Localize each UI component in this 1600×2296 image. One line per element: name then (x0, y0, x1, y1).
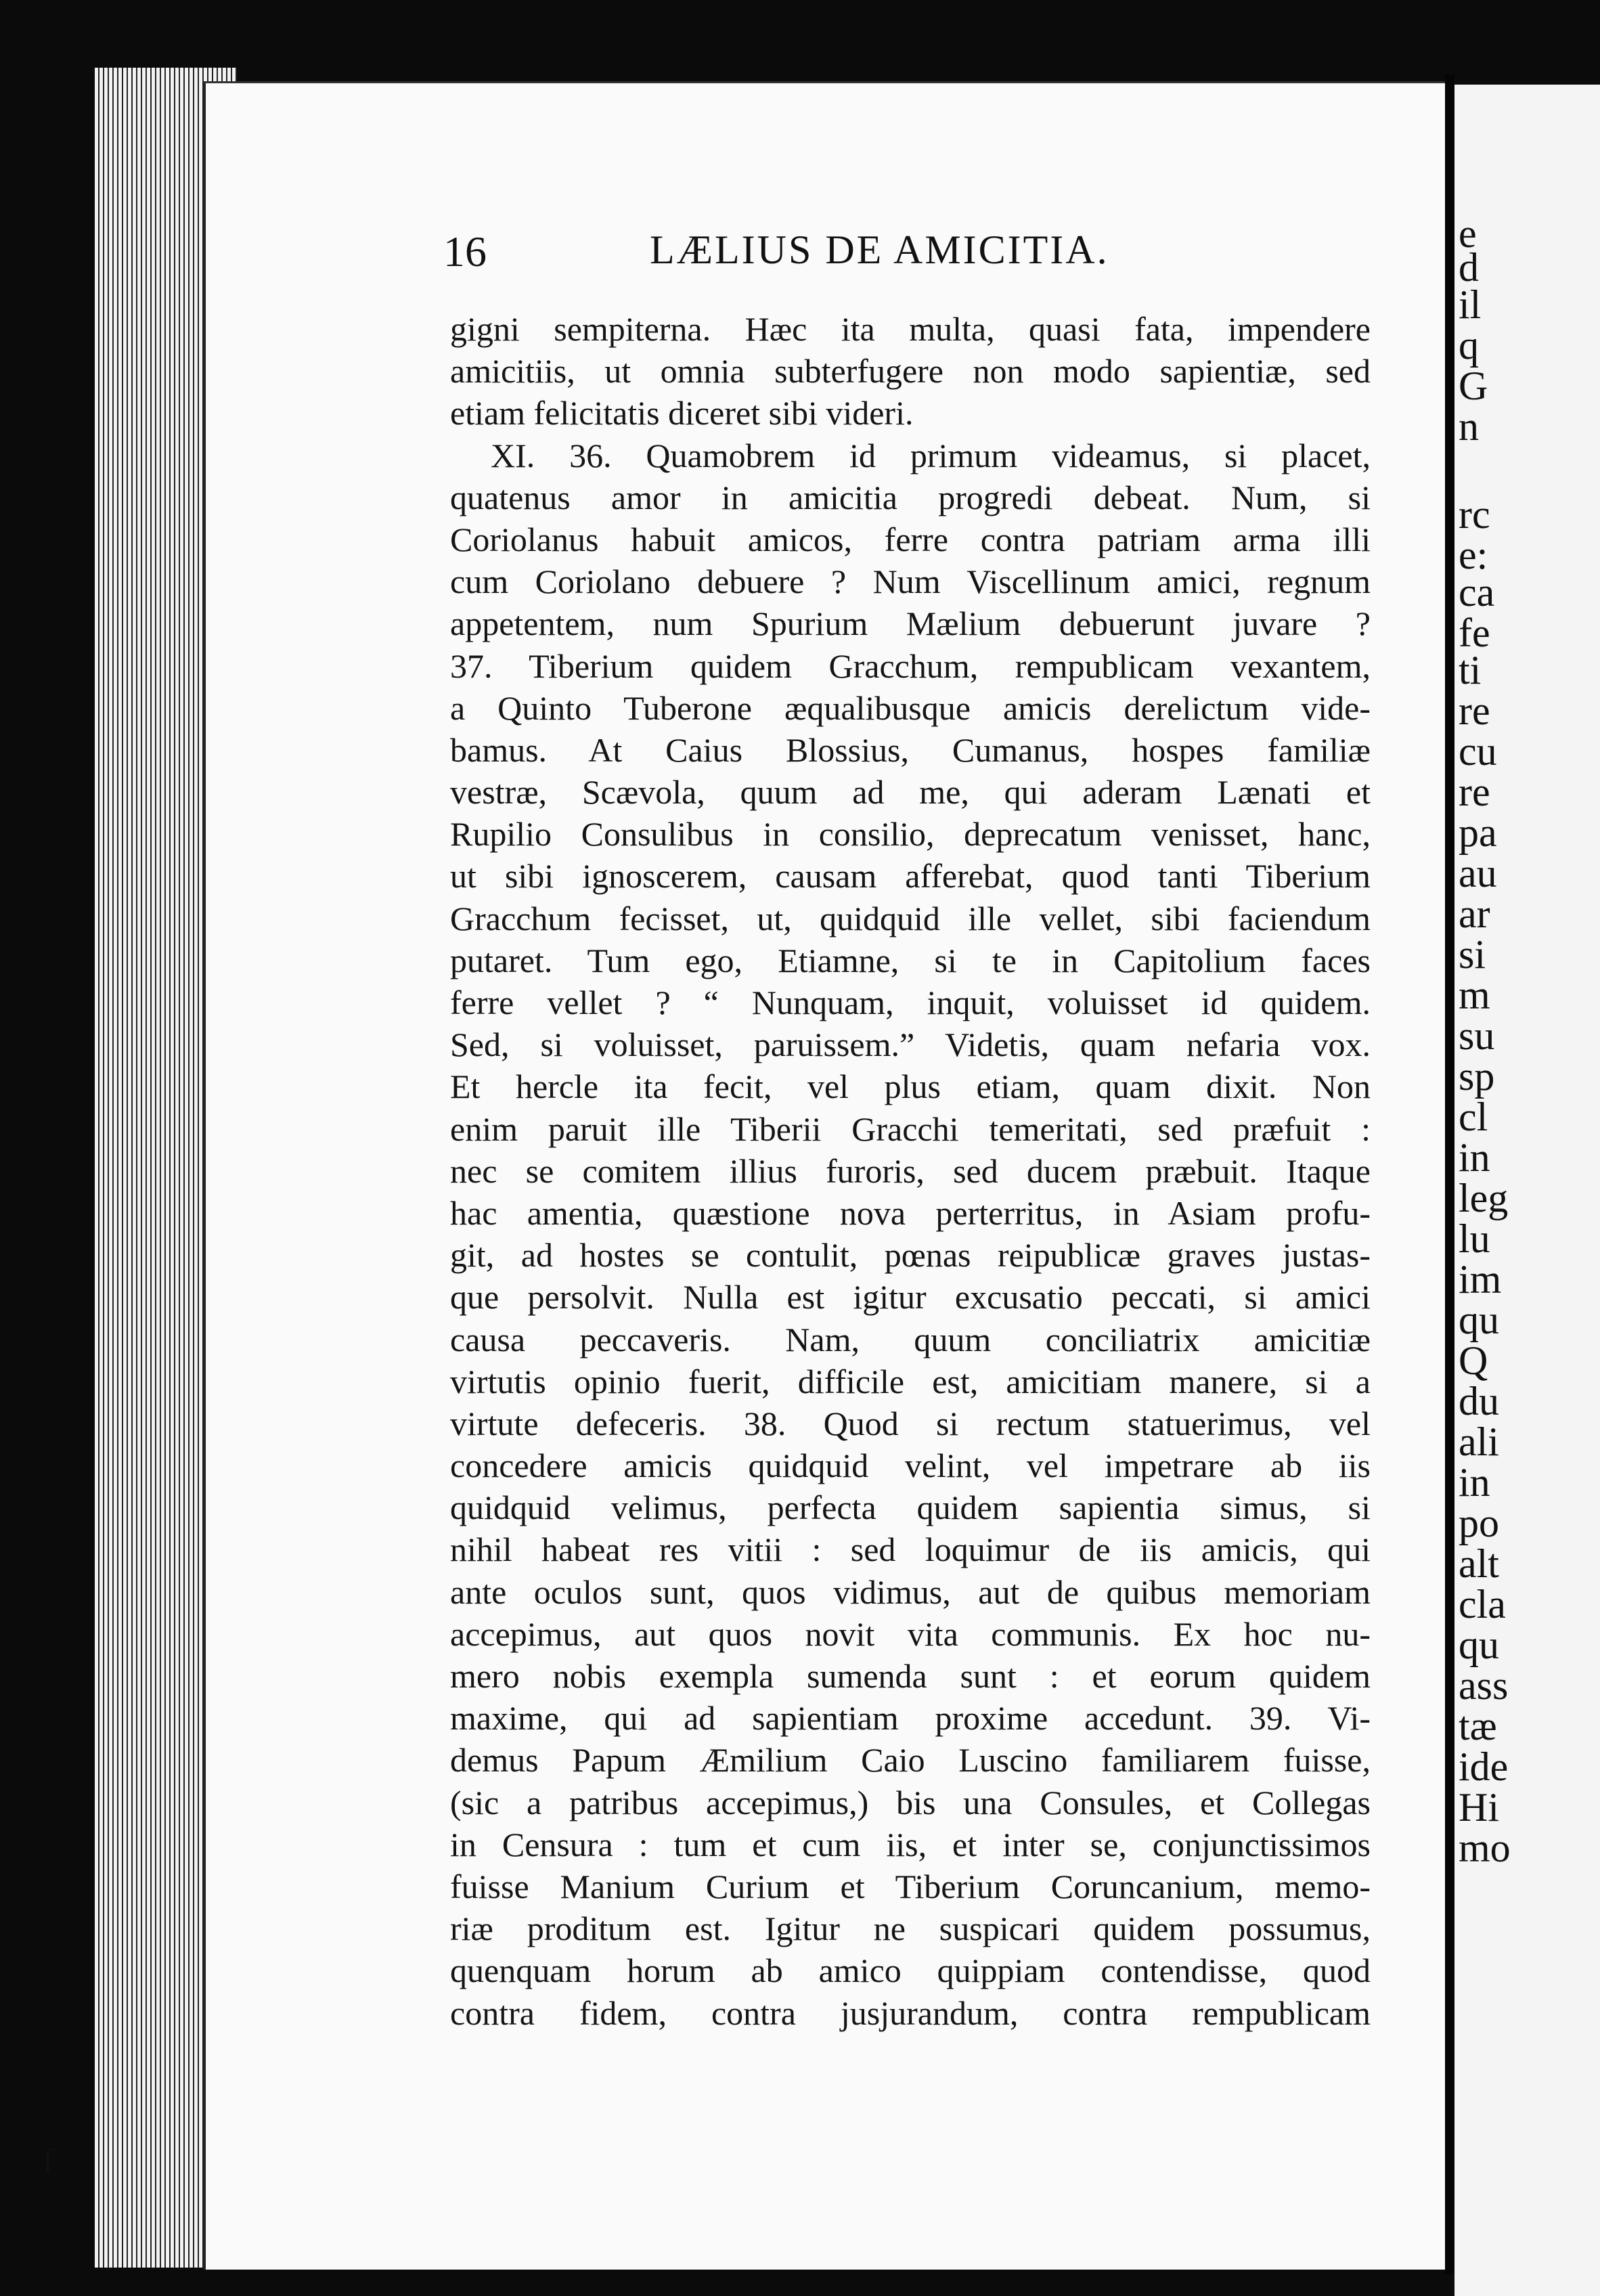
running-title: LÆLIUS DE AMICITIA. (650, 227, 1109, 272)
text-line: quidquid velimus, perfecta quidem sapientia simus, si (450, 1488, 1371, 1527)
text-line: hac amentia, quæstione nova perterritus, in Asiam profu- (450, 1193, 1371, 1232)
text-line: vestræ, Scævola, quum ad me, qui aderam Lænati et (450, 773, 1371, 812)
next-page-fragment: d (1459, 245, 1479, 290)
next-page-fragment: cla (1459, 1582, 1506, 1627)
next-page-fragment: leg (1459, 1176, 1509, 1220)
next-page-fragment: ali (1459, 1419, 1499, 1464)
next-page-fragment: q (1459, 323, 1479, 368)
text-line: Coriolanus habuit amicos, ferre contra patriam arma illi (450, 520, 1371, 558)
next-page-fragment: m (1459, 973, 1490, 1017)
right-page-fragment (1454, 85, 1600, 2296)
margin-speck: ſ (43, 2142, 53, 2180)
text-line: ante oculos sunt, quos vidimus, aut de quibus memoriam (450, 1572, 1371, 1611)
text-line: gigni sempiterna. Hæc ita multa, quasi fata, impendere (450, 310, 1371, 348)
text-line: riæ proditum est. Igitur ne suspicari quidem possumus, (450, 1909, 1371, 1948)
text-line: concedere amicis quidquid velint, vel impetrare ab iis (450, 1447, 1371, 1485)
text-line: causa peccaveris. Nam, quum conciliatrix amicitiæ (450, 1320, 1371, 1359)
next-page-fragment: qu (1459, 1622, 1499, 1667)
text-line: virtutis opinio fuerit, difficile est, amicitiam manere, si a (450, 1362, 1371, 1400)
text-line: virtute defeceris. 38. Quod si rectum statuerimus, vel (450, 1404, 1371, 1442)
next-page-fragment: ass (1459, 1663, 1509, 1708)
next-page-fragment: im (1459, 1257, 1502, 1302)
text-line: demus Papum Æmilium Caio Luscino familiarem fuisse, (450, 1741, 1371, 1780)
next-page-fragment: ti (1459, 648, 1482, 692)
next-page-fragment: in (1459, 1135, 1490, 1180)
text-line: quenquam horum ab amico quippiam contendisse, quod (450, 1951, 1371, 1990)
text-line: accepimus, aut quos novit vita communis. Ex hoc nu- (450, 1614, 1371, 1653)
text-line: putaret. Tum ego, Etiamne, si te in Capitolium faces (450, 941, 1371, 979)
text-line: amicitiis, ut omnia subterfugere non modo sapientiæ, sed (450, 352, 1371, 391)
text-line: (sic a patribus accepimus,) bis una Consules, et Collegas (450, 1783, 1371, 1822)
text-line: XI. 36. Quamobrem id primum videamus, si placet, (491, 436, 1371, 474)
text-line: Gracchum fecisset, ut, quidquid ille vellet, sibi faciendum (450, 899, 1371, 937)
next-page-fragment: G (1459, 363, 1488, 408)
next-page-fragment: rc (1459, 492, 1490, 537)
text-line: appetentem, num Spurium Mælium debuerunt juvare ? (450, 604, 1371, 643)
next-page-fragment: Q (1459, 1338, 1488, 1383)
text-line: git, ad hostes se contulit, pœnas reipublicæ graves justas- (450, 1236, 1371, 1275)
next-page-fragment: alt (1459, 1541, 1499, 1586)
next-page-fragment: il (1459, 282, 1482, 327)
text-line: mero nobis exempla sumenda sunt : et eorum quidem (450, 1657, 1371, 1695)
next-page-fragment: tæ (1459, 1704, 1497, 1748)
next-page-fragment: mo (1459, 1826, 1511, 1870)
text-line: in Censura : tum et cum iis, et inter se, conjunctissimos (450, 1825, 1371, 1863)
text-line: enim paruit ille Tiberii Gracchi temeritati, sed præfuit : (450, 1109, 1371, 1148)
next-page-fragment: ca (1459, 570, 1495, 615)
next-page-fragment: lu (1459, 1216, 1490, 1261)
text-line: quatenus amor in amicitia progredi debeat. Num, si (450, 478, 1371, 516)
text-line: ferre vellet ? “ Nunquam, inquit, voluisset id quidem. (450, 984, 1371, 1021)
next-page-fragment: pa (1459, 810, 1497, 855)
text-line: nec se comitem illius furoris, sed ducem præbuit. Itaque (450, 1151, 1371, 1190)
text-line: contra fidem, contra jusjurandum, contra rempublicam (450, 1993, 1371, 2032)
text-line: a Quinto Tuberone æqualibusque amicis derelictum vide- (450, 688, 1371, 727)
next-page-fragment: qu (1459, 1298, 1499, 1342)
text-line: bamus. At Caius Blossius, Cumanus, hospes familiæ (450, 730, 1371, 769)
text-line: maxime, qui ad sapientiam proxime accedunt. 39. Vi- (450, 1699, 1371, 1738)
text-line: que persolvit. Nulla est igitur excusatio peccati, si amici (450, 1278, 1371, 1317)
next-page-fragment: su (1459, 1013, 1495, 1058)
next-page-fragment: re (1459, 688, 1490, 733)
page-number: 16 (443, 227, 487, 275)
text-line: nihil habeat res vitii : sed loquimur de iis amicis, qui (450, 1530, 1371, 1569)
next-page-fragment: au (1459, 851, 1497, 896)
page-header (443, 227, 1398, 288)
text-line: 37. Tiberium quidem Gracchum, rempublicam vexantem, (450, 646, 1371, 685)
text-line: Sed, si voluisset, paruissem.” Videtis, quam nefaria vox. (450, 1025, 1371, 1064)
next-page-fragment: Hi (1459, 1785, 1499, 1830)
next-page-fragment: du (1459, 1379, 1499, 1423)
text-line: cum Coriolano debuere ? Num Viscellinum amici, regnum (450, 562, 1371, 601)
next-page-fragment: in (1459, 1460, 1490, 1505)
text-line: Rupilio Consulibus in consilio, deprecatum venisset, hanc, (450, 815, 1371, 854)
text-line: fuisse Manium Curium et Tiberium Coruncanium, memo- (450, 1867, 1371, 1905)
next-page-fragment: re (1459, 770, 1490, 814)
next-page-fragment: fe (1459, 611, 1490, 655)
body-text (450, 308, 1371, 2034)
next-page-fragment: cl (1459, 1095, 1488, 1139)
next-page-fragment: ar (1459, 891, 1490, 936)
next-page-fragment: cu (1459, 729, 1497, 774)
next-page-fragment: e: (1459, 533, 1488, 577)
text-line: ut sibi ignoscerem, causam afferebat, quod tanti Tiberium (450, 857, 1371, 896)
text-line: etiam felicitatis diceret sibi videri. (450, 394, 914, 433)
next-page-fragment: sp (1459, 1054, 1495, 1099)
next-page-fragment: e (1459, 211, 1477, 256)
next-page-fragment: ide (1459, 1744, 1509, 1789)
book-gutter (1445, 74, 1454, 2274)
next-page-fragment: si (1459, 932, 1486, 977)
text-line: Et hercle ita fecit, vel plus etiam, quam dixit. Non (450, 1067, 1371, 1106)
next-page-fragment: n (1459, 404, 1479, 449)
next-page-fragment: po (1459, 1501, 1499, 1545)
